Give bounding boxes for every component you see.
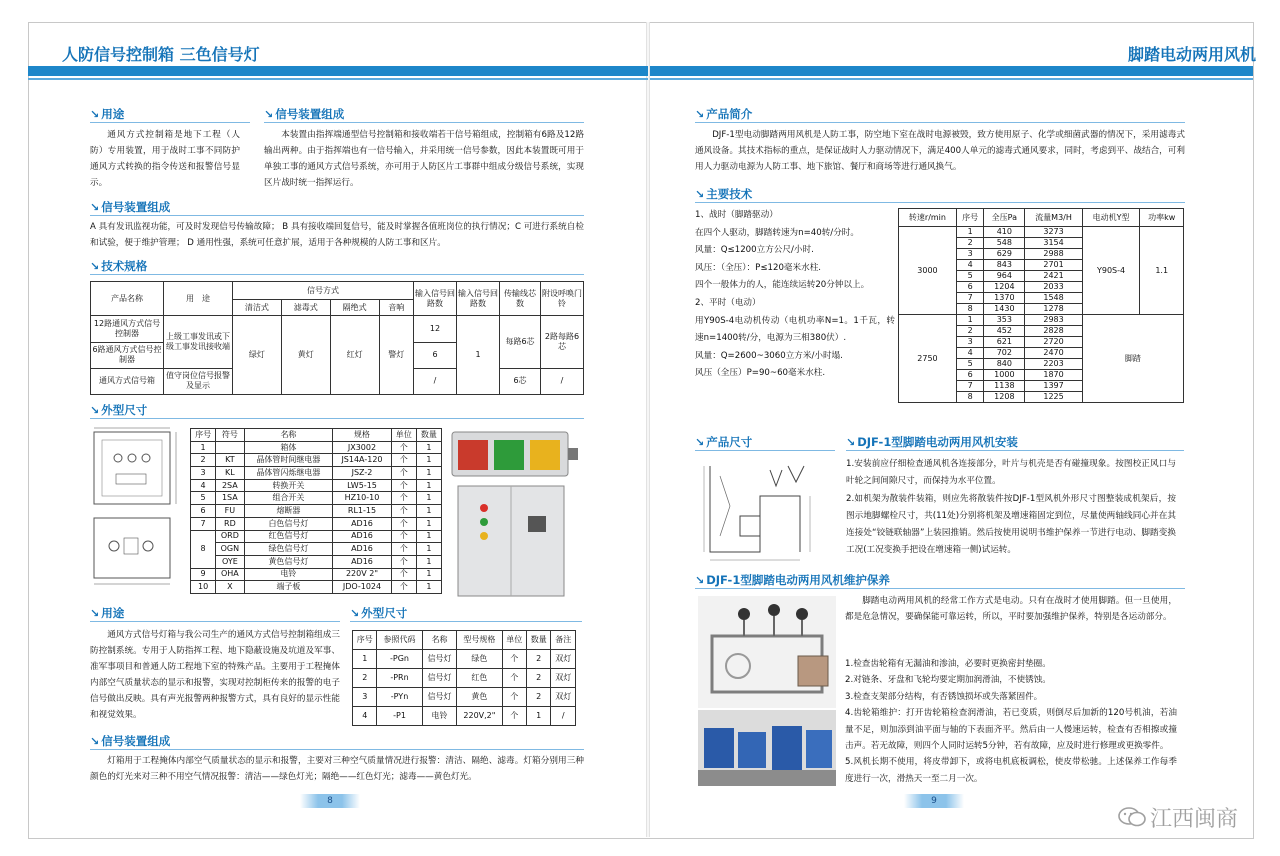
maint-item: 2.对链条、牙盘和飞轮均要定期加润滑油，不使锈蚀。 — [845, 675, 1051, 686]
th: 序号 — [956, 209, 983, 227]
divider — [90, 122, 250, 123]
table-row: 7 RD 白色信号灯 AD16 个 1 — [191, 517, 442, 530]
cell: 2路每路6芯 — [541, 316, 584, 368]
cell: 6路通风方式信号控制器 — [91, 342, 164, 368]
component-table — [190, 428, 442, 594]
th: 全压Pa — [984, 209, 1025, 227]
th: 符号 — [216, 429, 244, 442]
table-row: 3000 1 410 3273 Y90S-4 1.1 — [899, 227, 1184, 238]
right-page-title: 脚踏电动两用风机 — [1127, 45, 1256, 64]
main-tech-text — [695, 207, 895, 383]
cell: / — [541, 368, 584, 394]
cell: 上级工事发讯或下级工事发讯接收端 — [164, 316, 233, 368]
usage2-heading: ↘ 用途 — [90, 606, 125, 620]
tech-spec-heading: ↘ 技术规格 — [90, 259, 148, 273]
maint-list — [845, 656, 1177, 787]
right-header-band — [650, 66, 1253, 76]
table-row: 8 1430 1278 — [899, 304, 1184, 315]
table-row: 2750 1 353 2983 脚踏 — [899, 315, 1184, 326]
table-row: 4 2SA 转换开关 LW5-15 个 1 — [191, 479, 442, 492]
main-tech-heading: ↘ 主要技术 — [695, 187, 753, 201]
size-heading: ↘ 产品尺寸 — [695, 435, 753, 449]
th: 备注 — [551, 631, 576, 650]
th: 名称 — [244, 429, 333, 442]
install-text — [846, 456, 1176, 560]
maint-intro: 脚踏电动两用风机的经常工作方式是电动。只有在战时才使用脚踏。但一旦使用，都是危急情况，要确保能可靠运转，所以，平时要加强维护保养，特别是各运动部分。 — [845, 596, 1177, 622]
divider — [846, 450, 1184, 451]
divider — [90, 749, 584, 750]
install-step: 1.安装前应仔细检查通风机各连接部分，叶片与机壳是否有碰撞现象。按图校正风口与叶轮之间间隙尺寸，而保持为水平位置。 — [846, 459, 1176, 487]
cell: 每路6芯 — [500, 316, 541, 368]
th: 序号 — [191, 429, 216, 442]
th-mode: 音响 — [379, 300, 413, 316]
table-row: OYE 黄色信号灯 AD16 个 1 — [191, 555, 442, 568]
tech-line: 四个一般体力的人，能连续运转20分钟以上。 — [695, 280, 870, 291]
table-row: 4 843 2701 — [899, 260, 1184, 271]
cell: 黄灯 — [281, 316, 330, 395]
tech-line: 在四个人驱动，脚踏转速为n=40转/分时。 — [695, 227, 859, 238]
table-row: 10 X 端子板 JDO-1024 个 1 — [191, 581, 442, 594]
signal-lamp-and-cabinet-photo — [446, 428, 584, 598]
table-row: 4 702 2470 — [899, 348, 1184, 359]
th: 参照代码 — [377, 631, 422, 650]
th: 功率kw — [1140, 209, 1184, 227]
maint-item: 4.齿轮箱维护：打开齿轮箱检查润滑油，若已变质，则倒尽后加新的120号机油，若油量不足，则加添到油平面与轴的下表面齐平。然后由一人慢速运转，检查有否相擦或撞击声。若无故障，则四个人同时运转5分钟，若有故障，应及时进行修理或更换零件。 — [845, 708, 1177, 752]
table-row: 6 1204 2033 — [899, 282, 1184, 293]
comp3-heading: ↘ 信号装置组成 — [90, 734, 171, 748]
usage-heading: ↘ 用途 — [90, 107, 125, 121]
maint-item: 1.检查齿轮箱有无漏油和渗油，必要时更换密封垫圈。 — [845, 659, 1051, 669]
th-mode: 滤毒式 — [281, 300, 330, 316]
th: 数量 — [416, 429, 441, 442]
table-row: 3 629 2988 — [899, 249, 1184, 260]
cell: 红灯 — [330, 316, 379, 395]
signal-comp2-heading: ↘ 信号装置组成 — [90, 200, 171, 214]
th-door-bell: 附设呼唤门铃 — [541, 282, 584, 316]
usage-text: 通风方式控制箱是地下工程（人防）专用装置，用于战时工事不同防护通风方式转换的指令传送和报警信号显示。 — [90, 130, 240, 188]
th-usage: 用 途 — [164, 282, 233, 316]
usage2-text: 通风方式信号灯箱与我公司生产的通风方式信号控制箱组成三防控制系统。专用于人防指挥工程、地下隐蔽设施及坑道及军事、准军事项目和普通人防工程地下室的特殊产品。主要用于工程掩体内部空气质量状态的显示和报警，实现对控制柜传来的报警的电子信号做出反映。具有声光报警两种报警方式，具有良好的显示性能和视觉效果。 — [90, 630, 340, 720]
left-page-title: 人防信号控制箱 三色信号灯 — [62, 45, 260, 64]
cell: / — [414, 368, 457, 394]
th: 序号 — [353, 631, 377, 650]
signal-comp2-text: A 具有发讯监视功能，可及时发现信号传输故障； B 具有接收端回复信号，能及时掌握各值班岗位的执行情况；C 可进行系统自检和试验，便于维护管理； D 通用性强，系统可任意扩展，适用于各种规模的人防工事和区片。 — [90, 222, 584, 248]
cell: 12 — [414, 316, 457, 342]
divider — [695, 122, 1185, 123]
watermark — [1118, 802, 1238, 834]
table-row: 1 -PGn 信号灯 绿色 个 2 双灯 — [353, 650, 576, 669]
tech-line: 风压：（全压）：P≤120毫米水柱. — [695, 262, 822, 273]
divider — [90, 215, 584, 216]
install-heading: ↘ DJF-1型脚踏电动两用风机安装 — [846, 435, 1018, 449]
th: 型号规格 — [457, 631, 502, 650]
control-box-drawing — [88, 424, 186, 594]
table-row: 5 964 2421 — [899, 271, 1184, 282]
table-row: 2 452 2828 — [899, 326, 1184, 337]
signal-comp-text: 本装置由指挥端通型信号控制箱和接收端若干信号箱组成，控制箱有6路及12路输出两种。由于指挥端也有一信号输入，并采用统一信号参数，因此本装置既可用于单独工事的通风方式信号系统，亦可用于人防区片工事群中组成分级信号系统，实现区片战时统一指挥运行。 — [264, 130, 584, 188]
maint-heading: ↘ DJF-1型脚踏电动两用风机维护保养 — [695, 573, 890, 587]
th-product-name: 产品名称 — [91, 282, 164, 316]
maint-item: 3.检查支架部分结构，有否锈蚀损坏或失落紧固件。 — [845, 691, 1043, 702]
divider — [695, 588, 1185, 589]
th: 流量M3/H — [1025, 209, 1082, 227]
th: 单位 — [502, 631, 526, 650]
table-row: 9 OHA 电铃 220V 2" 个 1 — [191, 568, 442, 581]
th: 转速r/min — [899, 209, 957, 227]
table-row: 8 1208 1225 — [899, 392, 1184, 403]
table-row: 2 548 3154 — [899, 238, 1184, 249]
cell: 警灯 — [379, 316, 413, 395]
table-row: 3 621 2720 — [899, 337, 1184, 348]
th-mode: 隔绝式 — [330, 300, 379, 316]
wechat-icon — [1118, 806, 1146, 834]
divider — [695, 202, 1185, 203]
cell: 6 — [414, 342, 457, 368]
divider — [90, 274, 584, 275]
right-header-line — [650, 78, 1253, 80]
intro-heading: ↘ 产品简介 — [695, 107, 753, 121]
tech-spec-table — [90, 281, 584, 395]
book-spine — [646, 22, 650, 837]
th-input-loops: 输入信号回路数 — [414, 282, 457, 316]
table-row: 5 840 2203 — [899, 359, 1184, 370]
tech-line: 1、战时（脚踏驱动） — [695, 210, 778, 220]
table-row: 3 -PYn 信号灯 黄色 个 2 双灯 — [353, 688, 576, 707]
tech-line: 2、平时（电动） — [695, 297, 761, 308]
cell: 6芯 — [500, 368, 541, 394]
left-header-line — [28, 78, 648, 80]
tech-line: 用Y90S-4电动机传动（电机功率N=1。1千瓦，转速n=1400转/分，电源为三相380伏）. — [695, 315, 895, 344]
pedal-fan-photo — [698, 596, 836, 708]
th: 规格 — [333, 429, 391, 442]
th: 数量 — [526, 631, 550, 650]
divider — [695, 450, 835, 451]
dims-heading: ↘ 外型尺寸 — [90, 403, 148, 417]
table-row: 7 1138 1397 — [899, 381, 1184, 392]
cell: 12路通风方式信号控制器 — [91, 316, 164, 342]
page-number-right: 9 — [904, 794, 964, 808]
signal-comp-heading: ↘ 信号装置组成 — [264, 107, 345, 121]
dims2-heading: ↘ 外型尺寸 — [350, 606, 408, 620]
table-row: 2 -PRn 信号灯 红色 个 2 双灯 — [353, 669, 576, 688]
page-number-left: 8 — [300, 794, 360, 808]
left-header-band — [28, 66, 648, 76]
tech-line: 风量：Q=2600~3060立方米/小时塌. — [695, 350, 843, 361]
fan-dimension-drawing — [700, 456, 835, 566]
table-row: 6 FU 熔断器 RL1-15 个 1 — [191, 505, 442, 518]
divider — [264, 122, 584, 123]
table-row: 5 1SA 组合开关 HZ10-10 个 1 — [191, 492, 442, 505]
tech-line: 风压（全压）P=90~60毫米水柱. — [695, 368, 826, 379]
divider — [90, 621, 340, 622]
intro-text: DJF-1型电动脚踏两用风机是人防工事，防空地下室在战时电源被毁，致方使用原子、化学或细菌武器的情况下，采用滤毒式通风设备。其技术指标的重点，是保证战时人力驱动情况下，满足400人单元的滤毒式通风要求，同时，考虑到平、战结合，可利用人力驱动电源为人防工事、地下旅馆、餐厅和商场等进行通风换气。 — [695, 130, 1185, 172]
divider — [90, 418, 584, 419]
table-row: 4 -P1 电铃 220V,2" 个 1 / — [353, 707, 576, 726]
th: 电动机Y型 — [1082, 209, 1140, 227]
table-row: 2 KT 晶体管时间继电器 JS14A-120 个 1 — [191, 454, 442, 467]
th-mode: 清洁式 — [233, 300, 282, 316]
th: 名称 — [422, 631, 457, 650]
comp3-text: 灯箱用于工程掩体内部空气质量状态的显示和报警，主要对三种空气质量情况进行报警：清洁、隔绝、滤毒。灯箱分别用三种颜色的灯光来对三种不用空气情况报警：清洁——绿色灯光；隔绝——红色灯光；滤毒——黄色灯光。 — [90, 756, 584, 782]
cell: 值守岗位信号报警及显示 — [164, 368, 233, 394]
cell: 绿灯 — [233, 316, 282, 395]
divider — [350, 621, 582, 622]
table-row: 3 KL 晶体管闪烁继电器 JSZ-2 个 1 — [191, 467, 442, 480]
signal-lamp-table — [352, 630, 576, 726]
cell: 1 — [457, 316, 500, 395]
fan-units-photo — [698, 710, 836, 786]
watermark-text: 江西闽商 — [1149, 807, 1238, 832]
maint-item: 5.风机长期不使用，将皮带卸下，或将电机底板调松，使皮带松驰。上述保养工作每季度进行一次，滑热天一至二月一次。 — [845, 757, 1177, 784]
install-step: 2.如机架为散装件装箱，则应先将散装件按DJF-1型风机外形尺寸图整装成机架后，按图示地脚螺栓尺寸，共(11处)分别将机架及增速箱固定到位，尽量使两轴线同心并在其连接处“铰链联轴器”上装园推销。然后按使用说明书维护保养一节进行电动、脚踏变换工况(工况变换手把设在增速箱一侧)试运转。 — [846, 493, 1176, 556]
th-input-loops-2: 输入信号回路数 — [457, 282, 500, 316]
table-row: 6 1000 1870 — [899, 370, 1184, 381]
table-row: OGN 绿色信号灯 AD16 个 1 — [191, 543, 442, 556]
cell: 通风方式信号箱 — [91, 368, 164, 394]
table-row: 8 ORD 红色信号灯 AD16 个 1 — [191, 530, 442, 543]
table-row: 1 箱体 JX3002 个 1 — [191, 441, 442, 454]
th-signal-mode: 信号方式 — [233, 282, 414, 300]
table-row: 7 1370 1548 — [899, 293, 1184, 304]
fan-performance-table — [898, 208, 1184, 403]
tech-line: 风量：Q≤1200立方公尺/小时. — [695, 245, 814, 256]
th: 单位 — [391, 429, 416, 442]
th-trans-cores: 传输线芯数 — [500, 282, 541, 316]
